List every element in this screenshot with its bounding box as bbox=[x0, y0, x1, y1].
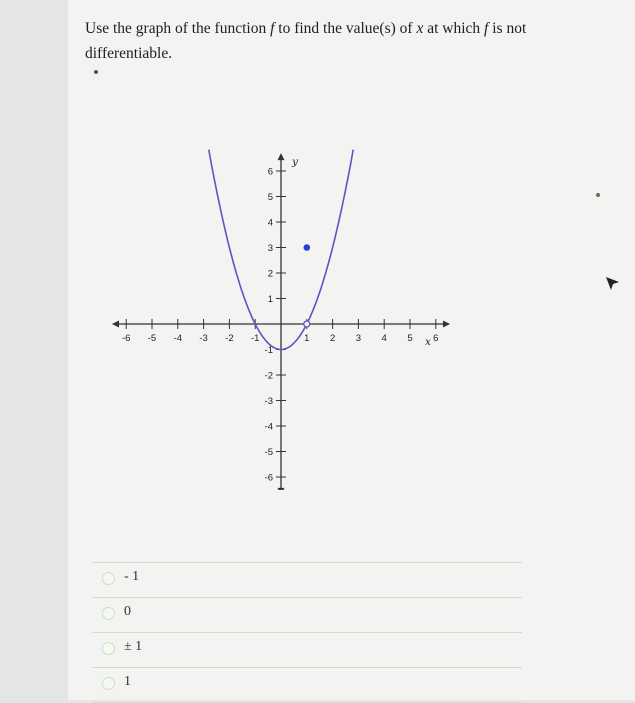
variable-symbol: x bbox=[416, 20, 424, 37]
y-axis-label: y bbox=[292, 156, 298, 168]
x-tick-label: 3 bbox=[355, 333, 362, 344]
question-text-part: Use the graph of the function bbox=[85, 20, 271, 37]
isolated-point bbox=[304, 244, 311, 251]
y-tick-label: 3 bbox=[267, 243, 273, 254]
x-tick-label: 2 bbox=[329, 333, 336, 344]
bullet-dot bbox=[94, 70, 98, 74]
x-tick-label: -5 bbox=[147, 333, 157, 344]
radio-button[interactable] bbox=[102, 677, 115, 690]
choice-label: 1 bbox=[124, 674, 131, 689]
y-tick-label: -3 bbox=[264, 396, 273, 407]
choice-plus-minus-one[interactable] bbox=[92, 633, 522, 668]
decorative-dot bbox=[596, 193, 600, 197]
question-text-part: is not differentiable. bbox=[85, 20, 527, 62]
x-tick-label: -4 bbox=[173, 333, 183, 344]
y-tick-label: -2 bbox=[264, 370, 273, 382]
open-circle-hole bbox=[304, 321, 310, 327]
y-tick-label: 2 bbox=[267, 268, 273, 280]
x-tick-label: -3 bbox=[199, 333, 208, 344]
choice-label: - 1 bbox=[124, 569, 140, 584]
y-tick-label: 1 bbox=[267, 294, 273, 305]
radio-button[interactable] bbox=[102, 642, 115, 655]
question-text-part: at which bbox=[423, 20, 485, 37]
function-symbol: f bbox=[270, 20, 275, 37]
y-axis-arrow-down bbox=[278, 488, 285, 490]
ticks bbox=[122, 167, 438, 484]
x-tick-label: 4 bbox=[381, 333, 387, 344]
radio-button[interactable] bbox=[102, 572, 115, 585]
answer-choices bbox=[92, 562, 522, 703]
choice-zero[interactable] bbox=[92, 598, 522, 633]
y-tick-label: -5 bbox=[264, 447, 273, 458]
x-axis-label: x bbox=[425, 336, 431, 348]
y-tick-label: 5 bbox=[267, 192, 273, 203]
choice-one[interactable] bbox=[92, 668, 522, 703]
x-tick-label: -6 bbox=[121, 333, 131, 344]
mouse-pointer-icon bbox=[604, 275, 622, 293]
choice-minus-one[interactable] bbox=[92, 562, 522, 598]
question-text bbox=[85, 16, 555, 66]
x-tick-label: -2 bbox=[225, 333, 234, 344]
choice-label: 0 bbox=[124, 604, 131, 619]
question-text-part: to find the value(s) of bbox=[274, 20, 417, 37]
function-graph bbox=[110, 140, 460, 490]
x-tick-label: 5 bbox=[407, 333, 413, 344]
x-tick-label: 1 bbox=[304, 333, 310, 344]
y-tick-label: -6 bbox=[264, 472, 273, 484]
y-axis-arrow-up bbox=[278, 153, 285, 160]
y-tick-label: -1 bbox=[264, 345, 273, 356]
x-tick-label: -1 bbox=[250, 333, 260, 344]
function-symbol: f bbox=[484, 20, 489, 37]
x-tick-label: 6 bbox=[433, 333, 439, 344]
y-tick-label: 4 bbox=[267, 217, 273, 229]
y-tick-label: 6 bbox=[267, 166, 273, 178]
radio-button[interactable] bbox=[102, 607, 115, 620]
choice-label: ± 1 bbox=[124, 639, 143, 654]
y-tick-label: -4 bbox=[264, 421, 273, 433]
axes bbox=[112, 153, 450, 490]
x-axis-arrow-right bbox=[443, 321, 450, 328]
x-axis-arrow-left bbox=[112, 321, 119, 328]
